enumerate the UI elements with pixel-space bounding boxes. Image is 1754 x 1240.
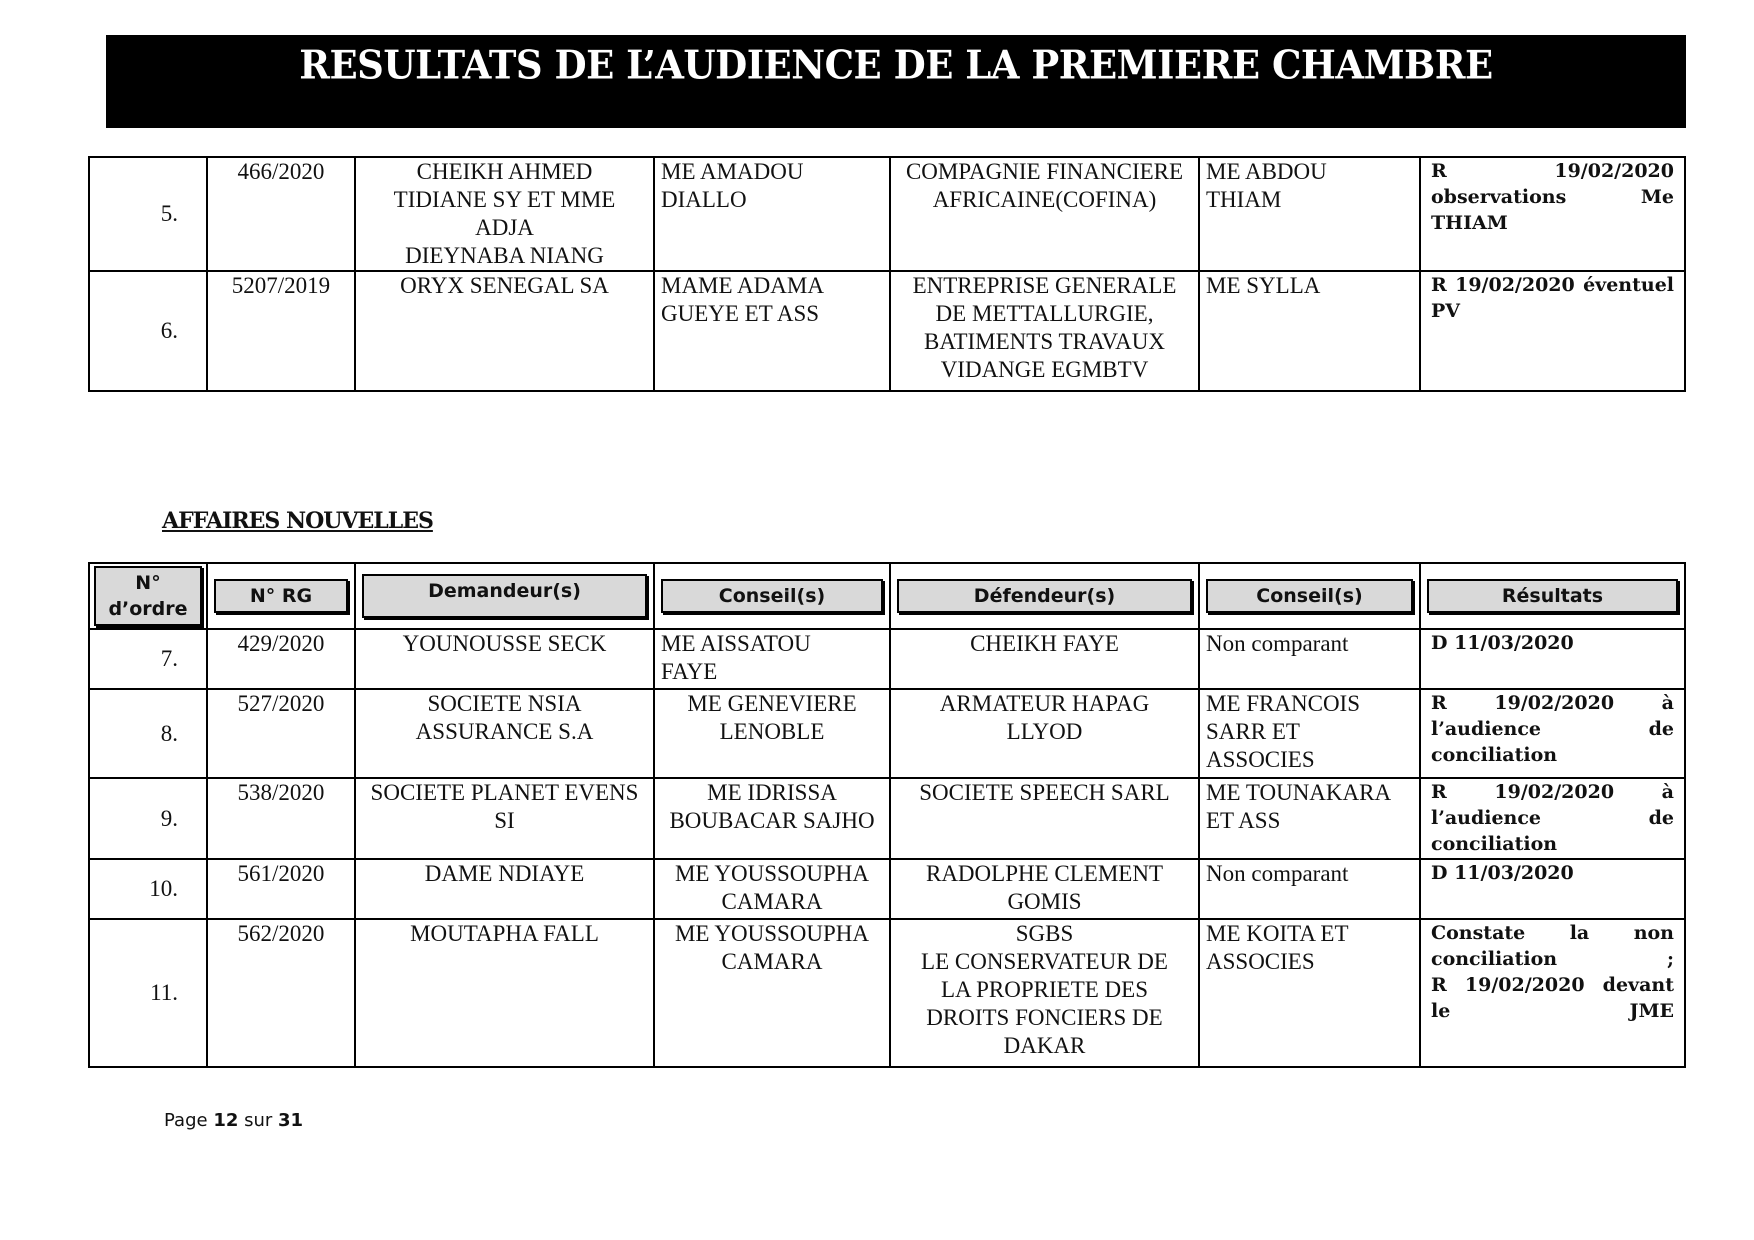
cell-defendeur-line: VIDANGE EGMBTV: [940, 357, 1149, 382]
cell-conseil-demandeur-line: CAMARA: [721, 949, 823, 974]
new-cases-table: [88, 562, 1686, 1068]
cell-defendeur-line: BATIMENTS TRAVAUX: [924, 329, 1165, 354]
cell-defendeur-line: SGBS: [1015, 921, 1074, 946]
cell-conseil-demandeur: [654, 689, 890, 778]
cell-defendeur: [890, 629, 1199, 689]
table-row: [89, 919, 1685, 1067]
cell-resultat-line: Constate la non conciliation ;: [1431, 922, 1674, 970]
cell-conseil-demandeur: [654, 919, 890, 1067]
cell-rg: 466/2020: [207, 157, 355, 271]
cell-conseil-defendeur-line: THIAM: [1206, 187, 1282, 212]
cell-demandeur-line: SOCIETE PLANET EVENS: [370, 780, 639, 805]
cell-demandeur-line: CHEIKH AHMED: [416, 159, 593, 184]
header-conseil-defendeur: [1199, 563, 1420, 629]
header-conseil-defendeur-label: Conseil(s): [1206, 579, 1413, 613]
cell-conseil-defendeur: [1199, 689, 1420, 778]
cell-conseil-defendeur-line: ME KOITA ET: [1206, 921, 1349, 946]
cell-defendeur-line: LA PROPRIETE DES: [940, 977, 1149, 1002]
cell-conseil-defendeur: [1199, 629, 1420, 689]
cell-resultat: R 19/02/2020 à l’audience de conciliation: [1420, 689, 1685, 778]
header-ordre: [89, 563, 207, 629]
cell-demandeur: [355, 689, 654, 778]
page-total: 31: [278, 1110, 304, 1131]
cell-conseil-demandeur-line: ME YOUSSOUPHA: [674, 861, 870, 886]
cell-resultat: D 11/03/2020: [1420, 859, 1685, 919]
cell-demandeur-line: DIEYNABA NIANG: [405, 243, 604, 268]
cell-defendeur-line: ARMATEUR HAPAG: [939, 691, 1150, 716]
cell-demandeur: [355, 778, 654, 859]
header-defendeur-label: Défendeur(s): [897, 579, 1192, 613]
header-conseil-demandeur-label: Conseil(s): [661, 579, 883, 613]
cell-conseil-defendeur: [1199, 859, 1420, 919]
cell-conseil-defendeur-line: ME SYLLA: [1206, 273, 1321, 298]
title-banner: [106, 35, 1686, 128]
cell-demandeur-line: SI: [494, 808, 515, 833]
cell-demandeur-line: TIDIANE SY ET MME: [393, 187, 616, 212]
page-number: [164, 1110, 303, 1131]
table-row: [89, 689, 1685, 778]
header-resultats-label: Résultats: [1427, 579, 1678, 613]
cell-conseil-defendeur-line: ME TOUNAKARA: [1206, 780, 1392, 805]
cell-ordre: 8.: [89, 689, 207, 778]
cell-conseil-demandeur-line: DIALLO: [661, 187, 747, 212]
cell-ordre: 6.: [89, 271, 207, 391]
cell-conseil-demandeur: [654, 859, 890, 919]
cell-defendeur: [890, 689, 1199, 778]
table-row: [89, 157, 1685, 271]
cell-conseil-demandeur-line: CAMARA: [721, 889, 823, 914]
cell-conseil-demandeur-line: LENOBLE: [719, 719, 825, 744]
cell-ordre: 11.: [89, 919, 207, 1067]
cell-conseil-demandeur-line: BOUBACAR SAJHO: [669, 808, 875, 833]
cell-defendeur-line: GOMIS: [1007, 889, 1082, 914]
cell-conseil-defendeur: [1199, 271, 1420, 391]
cell-conseil-demandeur-line: MAME ADAMA: [661, 273, 824, 298]
table-row: [89, 629, 1685, 689]
cell-conseil-demandeur-line: ME GENEVIERE: [687, 691, 857, 716]
cell-ordre: 9.: [89, 778, 207, 859]
cell-demandeur-line: ASSURANCE S.A: [415, 719, 594, 744]
cell-rg: 538/2020: [207, 778, 355, 859]
cell-conseil-defendeur-line: SARR ET: [1206, 719, 1300, 744]
table-header-row: [89, 563, 1685, 629]
section-heading: AFFAIRES NOUVELLES: [162, 508, 433, 534]
cell-defendeur-line: LLYOD: [1006, 719, 1083, 744]
cell-conseil-defendeur: [1199, 919, 1420, 1067]
cell-demandeur: [355, 157, 654, 271]
header-ordre-line2: d’ordre: [108, 598, 188, 620]
cell-conseil-demandeur-line: ME AISSATOU: [661, 631, 811, 656]
cell-defendeur-line: ENTREPRISE GENERALE: [912, 273, 1177, 298]
cell-conseil-demandeur-line: ME YOUSSOUPHA: [674, 921, 870, 946]
cell-conseil-defendeur-line: ASSOCIES: [1206, 747, 1315, 772]
cell-demandeur: [355, 271, 654, 391]
cell-conseil-demandeur-line: ME IDRISSA: [707, 780, 837, 805]
cell-defendeur-line: LE CONSERVATEUR DE: [921, 949, 1168, 974]
cell-defendeur: [890, 157, 1199, 271]
cell-conseil-defendeur-line: Non comparant: [1206, 861, 1349, 886]
cell-defendeur-line: COMPAGNIE FINANCIERE: [905, 159, 1184, 184]
cell-defendeur-line: AFRICAINE(COFINA): [932, 187, 1157, 212]
cell-defendeur-line: SOCIETE SPEECH SARL: [919, 780, 1170, 805]
cell-conseil-defendeur-line: ASSOCIES: [1206, 949, 1315, 974]
cell-resultat: D 11/03/2020: [1420, 629, 1685, 689]
cell-demandeur-line: SOCIETE NSIA: [427, 691, 582, 716]
cell-ordre: 10.: [89, 859, 207, 919]
header-demandeur: [355, 563, 654, 629]
header-ordre-line1: N°: [135, 572, 161, 594]
cell-conseil-defendeur: [1199, 157, 1420, 271]
cell-resultat-line: R 19/02/2020 devant le JME: [1431, 974, 1674, 1022]
cell-rg: 5207/2019: [207, 271, 355, 391]
cell-demandeur: [355, 859, 654, 919]
cell-conseil-defendeur-line: ET ASS: [1206, 808, 1281, 833]
cell-defendeur-line: DROITS FONCIERS DE: [926, 1005, 1163, 1030]
cell-defendeur: [890, 859, 1199, 919]
cell-rg: 527/2020: [207, 689, 355, 778]
cell-resultat: R 19/02/2020 à l’audience de conciliation: [1420, 778, 1685, 859]
cell-defendeur-line: RADOLPHE CLEMENT: [925, 861, 1164, 886]
cell-demandeur-line: ORYX SENEGAL SA: [400, 273, 609, 298]
page-title: RESULTATS DE L’AUDIENCE DE LA PREMIERE CHAMBRE: [299, 41, 1493, 89]
cell-rg: 561/2020: [207, 859, 355, 919]
table-row: [89, 271, 1685, 391]
cell-resultat: R 19/02/2020 observations Me THIAM: [1420, 157, 1685, 271]
cell-defendeur: [890, 271, 1199, 391]
header-rg: [207, 563, 355, 629]
cell-conseil-defendeur-line: ME ABDOU: [1206, 159, 1327, 184]
cell-defendeur-line: DE METTALLURGIE,: [935, 301, 1154, 326]
cell-demandeur-line: MOUTAPHA FALL: [410, 921, 599, 946]
cell-defendeur-line: DAKAR: [1003, 1033, 1086, 1058]
cell-ordre: 5.: [89, 157, 207, 271]
header-defendeur: [890, 563, 1199, 629]
cell-defendeur: [890, 778, 1199, 859]
page-current: 12: [213, 1110, 239, 1131]
cell-demandeur-line: ADJA: [475, 215, 534, 240]
cell-conseil-defendeur-line: ME FRANCOIS: [1206, 691, 1361, 716]
cell-demandeur-line: DAME NDIAYE: [424, 861, 585, 886]
cell-demandeur-line: YOUNOUSSE SECK: [402, 631, 607, 656]
hearing-results-table-continued: [88, 156, 1686, 392]
cell-conseil-demandeur: [654, 271, 890, 391]
cell-conseil-demandeur-line: FAYE: [661, 659, 718, 684]
cell-resultat: R 19/02/2020 éventuel PV: [1420, 271, 1685, 391]
table-row: [89, 859, 1685, 919]
header-demandeur-label: Demandeur(s): [362, 574, 647, 618]
table-row: [89, 778, 1685, 859]
cell-rg: 562/2020: [207, 919, 355, 1067]
cell-demandeur: [355, 919, 654, 1067]
cell-conseil-defendeur-line: Non comparant: [1206, 631, 1349, 656]
page-prefix: Page: [164, 1110, 208, 1131]
cell-conseil-demandeur: [654, 778, 890, 859]
header-conseil-demandeur: [654, 563, 890, 629]
cell-rg: 429/2020: [207, 629, 355, 689]
cell-resultat: [1420, 919, 1685, 1067]
cell-conseil-demandeur: [654, 629, 890, 689]
cell-ordre: 7.: [89, 629, 207, 689]
cell-conseil-demandeur-line: ME AMADOU: [661, 159, 804, 184]
cell-defendeur-line: CHEIKH FAYE: [970, 631, 1119, 656]
cell-demandeur: [355, 629, 654, 689]
header-resultats: [1420, 563, 1685, 629]
cell-conseil-demandeur-line: GUEYE ET ASS: [661, 301, 820, 326]
cell-defendeur: [890, 919, 1199, 1067]
cell-conseil-defendeur: [1199, 778, 1420, 859]
cell-conseil-demandeur: [654, 157, 890, 271]
header-rg-label: N° RG: [214, 579, 348, 613]
page-sur: sur: [244, 1110, 273, 1131]
